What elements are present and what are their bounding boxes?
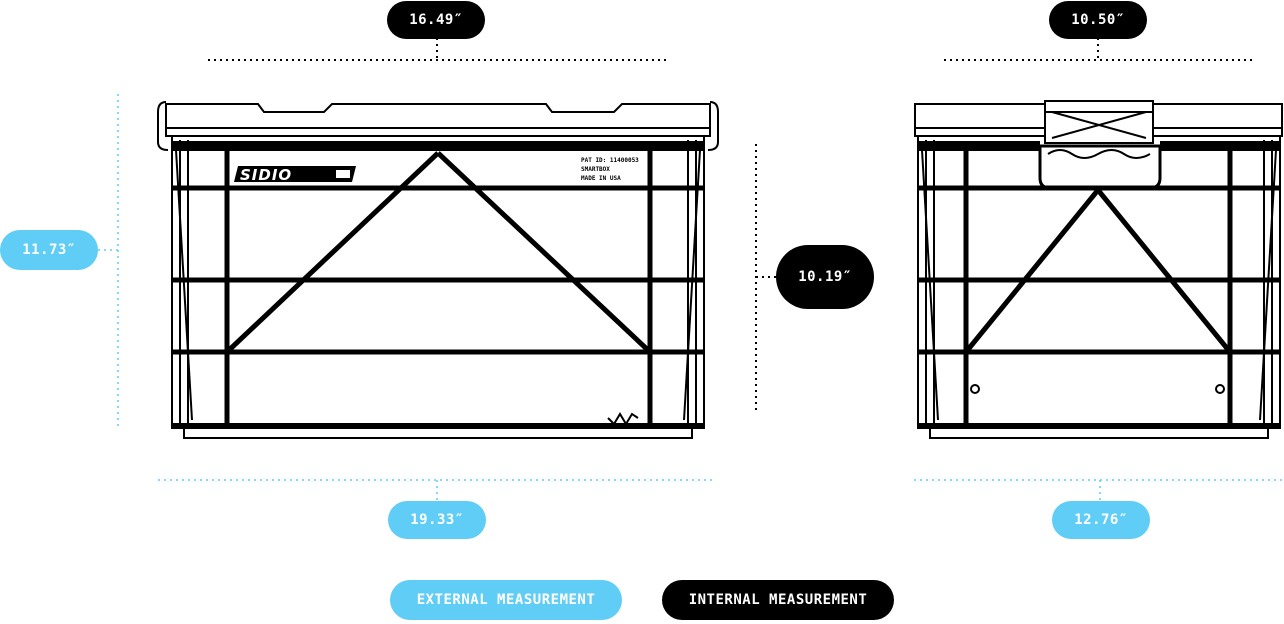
- front-brace: [438, 153, 650, 352]
- front-logo: [234, 166, 356, 184]
- front-lid-profile: [166, 104, 710, 128]
- side-crate-bars: [918, 146, 1280, 426]
- front-internal-width-badge: 16.49″: [387, 1, 485, 39]
- side-external-width-badge: 12.76″: [1052, 501, 1150, 539]
- front-base: [184, 428, 692, 438]
- side-hole: [1216, 385, 1224, 393]
- side-latch: [1045, 101, 1153, 143]
- front-crate-bars: [172, 146, 704, 426]
- front-plate-text: [581, 157, 639, 182]
- side-hole: [971, 385, 979, 393]
- logo-text: SIDIO: [240, 166, 293, 184]
- legend-internal: INTERNAL MEASUREMENT: [662, 580, 894, 620]
- front-internal-height-badge: 10.19″: [776, 245, 874, 309]
- front-external-width-badge: 19.33″: [388, 501, 486, 539]
- front-maker-mark: [608, 414, 638, 424]
- front-crate-drawing: [158, 102, 718, 438]
- plate-line: SMARTBOX: [581, 166, 610, 173]
- side-base: [930, 428, 1268, 438]
- front-external-height-badge: 11.73″: [0, 230, 98, 270]
- front-lid-band: [166, 128, 710, 136]
- legend-external: EXTERNAL MEASUREMENT: [390, 580, 622, 620]
- plate-line: MADE IN USA: [581, 175, 621, 182]
- side-crate-drawing: [915, 101, 1282, 438]
- side-internal-width-badge: 10.50″: [1049, 1, 1147, 39]
- plate-line: PAT ID: 11400053: [581, 157, 639, 164]
